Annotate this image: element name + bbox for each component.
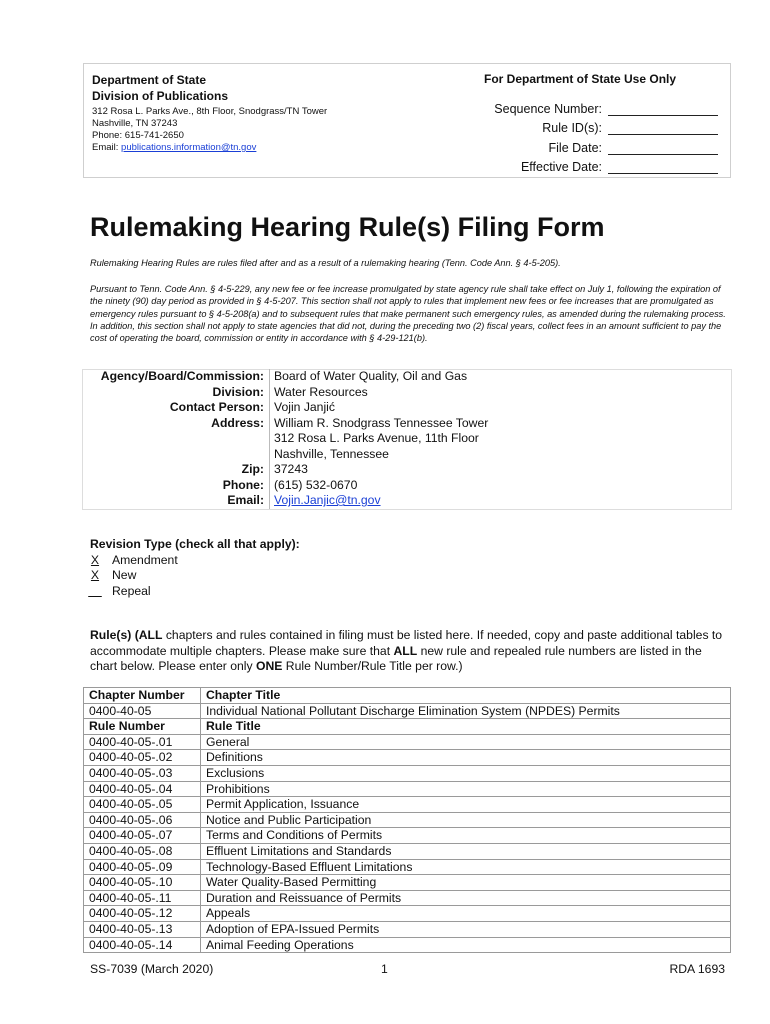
rule-title: Technology-Based Effluent Limitations [201, 859, 731, 875]
rule-number: 0400-40-05-.13 [84, 921, 201, 937]
contact-label: Contact Person: [82, 400, 270, 416]
chapter-number-header: Chapter Number [84, 688, 201, 704]
zip-row [82, 462, 653, 478]
header-box [83, 63, 731, 178]
agency-value: Board of Water Quality, Oil and Gas [274, 369, 468, 383]
use-only-title: For Department of State Use Only [484, 72, 677, 86]
rule-title: Animal Feeding Operations [201, 937, 731, 953]
rule-title: Water Quality-Based Permitting [201, 875, 731, 891]
rule-number: 0400-40-05-.04 [84, 781, 201, 797]
intro-text: Rulemaking Hearing Rules are rules filed after and as a result of a rulemaking hearing (Tenn. Code Ann. § 4-5-205). [90, 258, 561, 268]
rule-number: 0400-40-05-.06 [84, 812, 201, 828]
field-label: Rule ID(s): [542, 121, 602, 135]
revision-type-section [90, 537, 300, 599]
department-address: 312 Rosa L. Parks Ave., 8th Floor, Snodgrass/TN Tower [92, 106, 328, 117]
rule-title: Duration and Reissuance of Permits [201, 890, 731, 906]
rule-title: Appeals [201, 906, 731, 922]
address-label: Address: [82, 416, 270, 463]
rules-table [83, 687, 731, 953]
rule-title: Exclusions [201, 765, 731, 781]
contact-row [82, 400, 653, 416]
sequence-number-field[interactable] [478, 96, 718, 116]
division-name: Division of Publications [92, 89, 229, 103]
file-date-field[interactable] [478, 135, 718, 155]
division-row [82, 385, 653, 401]
option-label: New [112, 568, 137, 582]
phone-label: Phone: [82, 478, 270, 494]
table-row [84, 875, 731, 891]
table-row [84, 812, 731, 828]
chapter-title: Individual National Pollutant Discharge Elimination System (NPDES) Permits [201, 703, 731, 719]
rule-title: General [201, 734, 731, 750]
table-row [84, 765, 731, 781]
instr-text: chapters and rules contained in filing must be listed here. If needed, copy and paste additional tables to accommodate multiple chapters. Please make sure that [90, 628, 723, 658]
address-line: William R. Snodgrass Tennessee Tower [274, 415, 489, 430]
table-row [84, 750, 731, 766]
instr-text: Rule(s) ( [90, 628, 139, 642]
agency-row [82, 369, 653, 385]
zip-value: 37243 [274, 462, 308, 476]
chapter-row [84, 703, 731, 719]
phone-value: (615) 532-0670 [274, 477, 358, 492]
address-row [82, 416, 653, 463]
rule-number: 0400-40-05-.03 [84, 765, 201, 781]
agency-label: Agency/Board/Commission: [82, 369, 270, 385]
rule-title-header: Rule Title [201, 719, 731, 735]
page-number: 1 [381, 962, 388, 976]
chapter-header-row [84, 688, 731, 704]
address-line: 312 Rosa L. Parks Avenue, 11th Floor [274, 431, 479, 445]
field-blank[interactable] [608, 102, 718, 116]
division-value: Water Resources [274, 384, 368, 399]
form-id: SS-7039 (March 2020) [90, 962, 214, 976]
option-label: Amendment [112, 552, 178, 567]
field-blank[interactable] [608, 141, 718, 155]
table-row [84, 859, 731, 875]
email-row [82, 493, 653, 509]
revision-heading: Revision Type (check all that apply): [90, 537, 300, 551]
instr-text: Rule Number/Rule Title per row.) [282, 659, 463, 673]
fee-notice-text: Pursuant to Tenn. Code Ann. § 4-5-229, any new fee or fee increase promulgated by state agency rule shall take effect on July 1, following the expiration of the ninety (90) day period as provided in § 4-5-207. This section shall not apply to rules that implement new fees or fee increases that are promulgated as emergency rules pursuant to § 4-5-208(a) and to subsequent rules that make permanent such emergency rules, as amended during the rulemaking process. In addition, this section shall not apply to state agencies that did not, during the preceding two (2) fiscal years, collect fees in an amount sufficient to pay the cost of operating the board, commission or entity in accordance with § 4-29-121(b). [90, 284, 726, 344]
rule-number: 0400-40-05-.08 [84, 843, 201, 859]
email-label: Email: [82, 493, 270, 509]
page-title: Rulemaking Hearing Rule(s) Filing Form [90, 212, 605, 242]
table-row [84, 937, 731, 953]
chapter-number: 0400-40-05 [84, 703, 201, 719]
field-label: Effective Date: [520, 160, 602, 174]
table-row [84, 921, 731, 937]
table-row [84, 828, 731, 844]
rule-number: 0400-40-05-.12 [84, 906, 201, 922]
field-blank[interactable] [608, 160, 718, 174]
revision-option-amendment[interactable] [82, 553, 300, 569]
instr-bold: ALL [138, 628, 163, 642]
instr-text: new rule and repealed rule numbers are listed in the chart below. Please enter only [90, 643, 702, 673]
rule-number-header: Rule Number [84, 719, 201, 735]
division-label: Division: [82, 385, 270, 401]
rule-title: Prohibitions [201, 781, 731, 797]
rule-title: Effluent Limitations and Standards [201, 843, 731, 859]
rule-title: Adoption of EPA-Issued Permits [201, 921, 731, 937]
instr-bold: ONE [255, 659, 283, 673]
department-name: Department of State [92, 73, 207, 87]
rule-title: Terms and Conditions of Permits [201, 828, 731, 844]
field-label: File Date: [548, 140, 602, 155]
phone-row [82, 478, 653, 494]
contact-email-link[interactable]: Vojin.Janjic@tn.gov [274, 493, 381, 507]
department-phone: Phone: 615-741-2650 [92, 130, 184, 141]
department-email-link[interactable]: publications.information@tn.gov [121, 142, 257, 153]
revision-option-repeal[interactable] [82, 584, 300, 600]
rule-title: Permit Application, Issuance [201, 797, 731, 813]
email-label: Email: [92, 142, 122, 153]
rule-ids-field[interactable] [478, 116, 718, 136]
rule-number: 0400-40-05-.14 [84, 937, 201, 953]
effective-date-field[interactable] [478, 155, 718, 175]
checkmark[interactable]: X [90, 568, 100, 582]
rule-number: 0400-40-05-.10 [84, 875, 201, 891]
rule-title: Definitions [201, 750, 731, 766]
rule-number: 0400-40-05-.05 [84, 797, 201, 813]
agency-info-table [82, 369, 653, 509]
table-row [84, 797, 731, 813]
rule-number: 0400-40-05-.01 [84, 734, 201, 750]
rule-header-row [84, 719, 731, 735]
table-row [84, 781, 731, 797]
table-row [84, 906, 731, 922]
instr-bold: ALL [393, 643, 418, 658]
rule-title: Notice and Public Participation [201, 812, 731, 828]
rule-number: 0400-40-05-.02 [84, 750, 201, 766]
rda-number: RDA 1693 [669, 962, 725, 976]
table-row [84, 734, 731, 750]
address-line: Nashville, Tennessee [274, 446, 389, 461]
option-label: Repeal [112, 583, 151, 598]
address-value [270, 416, 654, 463]
rule-number: 0400-40-05-.11 [84, 890, 201, 906]
rule-number: 0400-40-05-.09 [84, 859, 201, 875]
rule-number: 0400-40-05-.07 [84, 828, 201, 844]
use-only-fields [478, 96, 718, 174]
table-row [84, 843, 731, 859]
department-city: Nashville, TN 37243 [92, 118, 178, 129]
department-info [92, 72, 422, 154]
checkmark[interactable]: X [90, 552, 100, 567]
department-email [92, 142, 422, 154]
checkmark[interactable] [82, 584, 108, 600]
contact-value: Vojin Janjić [274, 400, 335, 414]
field-blank[interactable] [608, 121, 718, 135]
chapter-title-header: Chapter Title [201, 688, 731, 704]
rules-instructions [90, 628, 730, 675]
field-label: Sequence Number: [494, 101, 602, 116]
table-row [84, 890, 731, 906]
zip-label: Zip: [82, 462, 270, 478]
revision-option-new[interactable] [82, 568, 300, 584]
email-value [270, 493, 654, 509]
